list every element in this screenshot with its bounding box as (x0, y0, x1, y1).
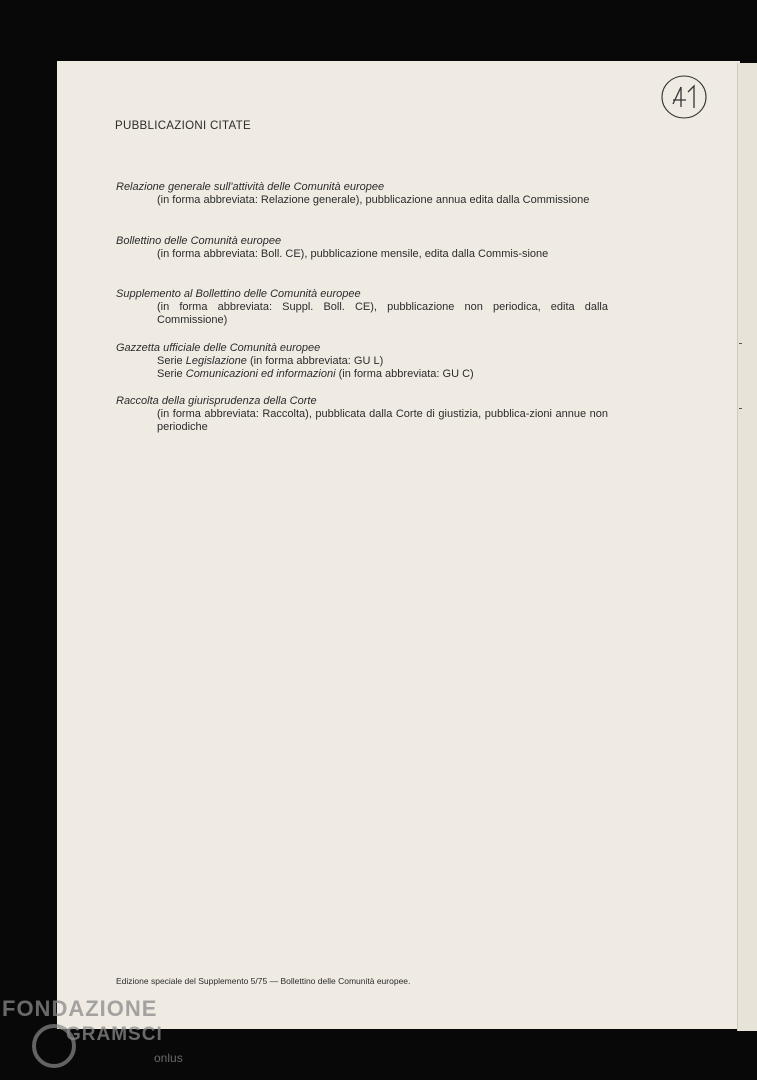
page-footer: Edizione speciale del Supplemento 5/75 — Bollettino delle Comunità europee. (116, 976, 411, 986)
fondazione-gramsci-watermark (2, 996, 197, 1078)
publication-entry (116, 181, 608, 207)
page-heading: PUBBLICAZIONI CITATE (115, 120, 251, 132)
entry-series-line: Serie Comunicazioni ed informazioni (in forma abbreviata: GU C) (157, 368, 474, 380)
watermark-line3: onlus (154, 1051, 183, 1065)
entry-title: Supplemento al Bollettino delle Comunità europee (116, 288, 361, 300)
entry-series-line: Serie Legislazione (in forma abbreviata: GU L) (157, 355, 384, 367)
entry-description: (in forma abbreviata: Boll. CE), pubblicazione mensile, edita dalla Commis-sione (157, 248, 549, 260)
handwritten-page-number (661, 74, 707, 120)
entry-description: (in forma abbreviata: Raccolta), pubblicata dalla Corte di giustizia, pubblica-zioni annue non periodiche (157, 408, 608, 433)
entry-title: Gazzetta ufficiale delle Comunità europee (116, 342, 321, 354)
entry-description: (in forma abbreviata: Suppl. Boll. CE), pubblicazione non periodica, edita dalla Commissione) (157, 301, 608, 326)
entry-description: (in forma abbreviata: Relazione generale), pubblicazione annua edita dalla Commissione (157, 194, 590, 206)
publication-entry (116, 395, 608, 434)
adjacent-page-edge (737, 63, 757, 1031)
publication-entry (116, 288, 608, 327)
publication-entry (116, 342, 608, 381)
entry-title: Relazione generale sull'attività delle Comunità europee (116, 181, 385, 193)
watermark-line1: FONDAZIONE (2, 996, 158, 1021)
entry-title: Raccolta della giurisprudenza della Corte (116, 395, 317, 407)
entry-title: Bollettino delle Comunità europee (116, 235, 282, 247)
publication-entry (116, 235, 608, 261)
watermark-line2: GRAMSCI (66, 1024, 163, 1045)
